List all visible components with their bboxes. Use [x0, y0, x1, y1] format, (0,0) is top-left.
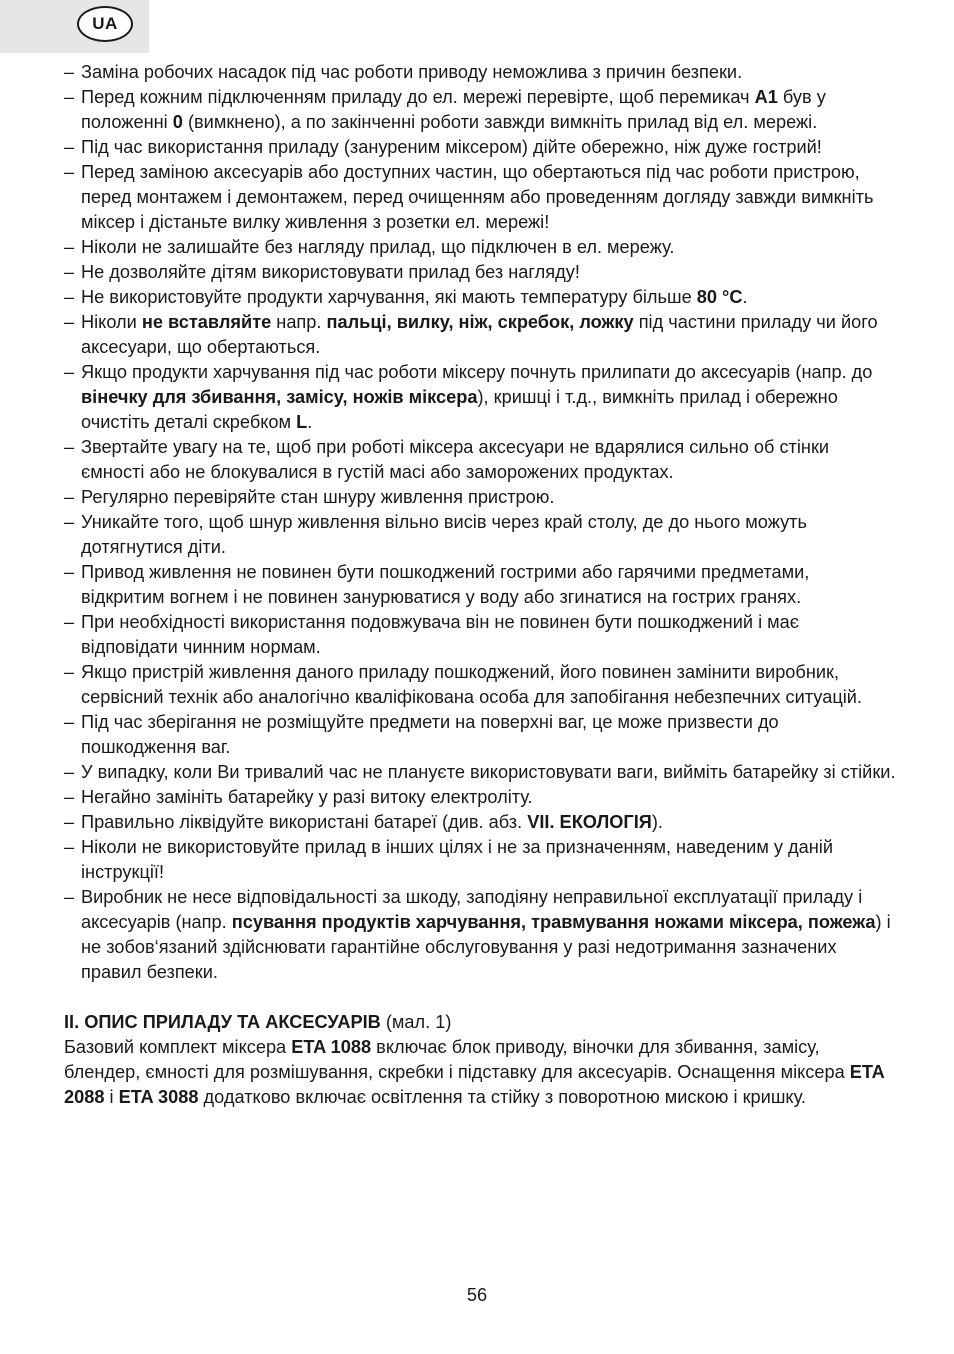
- list-item: [64, 785, 896, 810]
- text-run: Заміна робочих насадок під час роботи приводу неможлива з причин безпеки.: [81, 62, 743, 82]
- page-number: 56: [466, 1285, 488, 1305]
- list-item: [64, 360, 896, 435]
- text-run: напр.: [271, 312, 327, 332]
- dash-bullet: –: [64, 87, 75, 107]
- text-run: Під час зберігання не розміщуйте предмети на поверхні ваг, це може призвести до пошкодження ваг.: [81, 712, 779, 757]
- list-item: [64, 310, 896, 360]
- dash-bullet: –: [64, 712, 75, 732]
- list-item: [64, 810, 896, 835]
- list-item: [64, 835, 896, 885]
- emphasized-text: пальці, вилку, ніж, скребок, ложку: [326, 312, 634, 332]
- dash-bullet: –: [64, 487, 75, 507]
- list-item: [64, 485, 896, 510]
- text-run: (вимкнено), а по закінченні роботи завжди вимкніть прилад від ел. мережі.: [182, 112, 818, 132]
- list-item: [64, 260, 896, 285]
- dash-bullet: –: [64, 612, 75, 632]
- emphasized-text: ETA 3088: [118, 1087, 199, 1107]
- emphasized-text: не вставляйте: [141, 312, 272, 332]
- list-item: [64, 60, 896, 85]
- text-run: додатково включає освітлення та стійку з поворотною мискою і кришку.: [198, 1087, 806, 1107]
- emphasized-text: вінечку для збивання, замісу, ножів міксера: [81, 387, 478, 407]
- text-run: і: [104, 1087, 119, 1107]
- list-item: [64, 285, 896, 310]
- text-run: .: [742, 287, 748, 307]
- text-run: Базовий комплект міксера: [64, 1037, 292, 1057]
- text-run: Перед заміною аксесуарів або доступних частин, що обертаються під час роботи пристрою, перед монтажем і демонтажем, перед очищенням або проведенням догляду завжди вимкніть міксер і дістаньте вилку живлення з розетки ел. мережі!: [81, 162, 874, 232]
- list-item: [64, 435, 896, 485]
- dash-bullet: –: [64, 312, 75, 332]
- dash-bullet: –: [64, 887, 75, 907]
- text-run: включає блок приводу, віночки для збивання, замісу, блендер, ємності для розмішування, скребки і підставку для аксесуарів. Оснащення міксера: [64, 1037, 850, 1082]
- dash-bullet: –: [64, 662, 75, 682]
- text-run: ).: [651, 812, 663, 832]
- list-item: [64, 510, 896, 560]
- text-run: Негайно замініть батарейку у разі витоку електроліту.: [81, 787, 533, 807]
- dash-bullet: –: [64, 287, 75, 307]
- text-run: був у положенні: [81, 87, 826, 132]
- section-body: [64, 1035, 896, 1110]
- emphasized-text: A1: [754, 87, 778, 107]
- text-run: При необхідності використання подовжувача він не повинен бути пошкоджений і має відповідати чинним нормам.: [81, 612, 800, 657]
- dash-bullet: –: [64, 262, 75, 282]
- text-run: Не дозволяйте дітям використовувати прилад без нагляду!: [81, 262, 580, 282]
- emphasized-text: II. ОПИС ПРИЛАДУ ТА АКСЕСУАРІВ: [64, 1012, 381, 1032]
- emphasized-text: ETA 1088: [291, 1037, 372, 1057]
- emphasized-text: псування продуктів харчування, травмування ножами міксера, пожежа: [231, 912, 876, 932]
- text-run: ), кришці і т.д., вимкніть прилад і обережно очистіть деталі скребком: [81, 387, 838, 432]
- text-run: Під час використання приладу (зануреним міксером) дійте обережно, ніж дуже гострий!: [81, 137, 822, 157]
- dash-bullet: –: [64, 362, 75, 382]
- text-run: У випадку, коли Ви тривалий час не плануєте використовувати ваги, вийміть батарейку зі стійки.: [81, 762, 896, 782]
- text-run: Привод живлення не повинен бути пошкоджений гострими або гарячими предметами, відкритим вогнем і не повинен занурюватися у воду або згинатися на гострих гранях.: [81, 562, 810, 607]
- dash-bullet: –: [64, 787, 75, 807]
- text-run: Регулярно перевіряйте стан шнуру живлення пристрою.: [81, 487, 555, 507]
- text-run: Ніколи не використовуйте прилад в інших цілях і не за призначенням, наведеним у даній інструкції!: [81, 837, 833, 882]
- text-run: ) і не зобов‘язаний здійснювати гарантійне обслуговування у разі недотримання зазначених правил безпеки.: [81, 912, 891, 982]
- text-run: Якщо продукти харчування під час роботи міксеру почнуть прилипати до аксесуарів (напр. до: [81, 362, 873, 382]
- dash-bullet: –: [64, 237, 75, 257]
- section-title: [64, 1010, 896, 1035]
- text-run: Не використовуйте продукти харчування, які мають температуру більше: [81, 287, 697, 307]
- text-run: під частини приладу чи його аксесуари, що обертаються.: [81, 312, 878, 357]
- list-item: [64, 560, 896, 610]
- dash-bullet: –: [64, 812, 75, 832]
- list-item: [64, 760, 896, 785]
- list-item: [64, 135, 896, 160]
- language-tab: [0, 0, 149, 53]
- list-item: [64, 660, 896, 710]
- text-run: .: [307, 412, 313, 432]
- safety-instructions-list: [64, 60, 896, 985]
- emphasized-text: L: [296, 412, 308, 432]
- dash-bullet: –: [64, 162, 75, 182]
- emphasized-text: 80 °C: [696, 287, 743, 307]
- language-badge: UA: [77, 6, 133, 42]
- text-run: Ніколи не залишайте без нагляду прилад, що підключен в ел. мережу.: [81, 237, 675, 257]
- page-content: [64, 60, 896, 1110]
- emphasized-text: 0: [172, 112, 183, 132]
- dash-bullet: –: [64, 437, 75, 457]
- text-run: Звертайте увагу на те, щоб при роботі міксера аксесуари не вдарялися сильно об стінки ємності або не блокувалися в густій масі або заморожених продуктах.: [81, 437, 830, 482]
- dash-bullet: –: [64, 762, 75, 782]
- text-run: Ніколи: [81, 312, 142, 332]
- list-item: [64, 235, 896, 260]
- text-run: Уникайте того, щоб шнур живлення вільно висів через край столу, де до нього можуть дотягнутися діти.: [81, 512, 807, 557]
- dash-bullet: –: [64, 512, 75, 532]
- list-item: [64, 85, 896, 135]
- emphasized-text: ETA 2088: [64, 1062, 885, 1107]
- list-item: [64, 710, 896, 760]
- list-item: [64, 160, 896, 235]
- dash-bullet: –: [64, 137, 75, 157]
- dash-bullet: –: [64, 837, 75, 857]
- text-run: Перед кожним підключенням приладу до ел. мережі перевірте, щоб перемикач: [81, 87, 755, 107]
- list-item: [64, 610, 896, 660]
- list-item: [64, 885, 896, 985]
- text-run: Правильно ліквідуйте використані батареї (див. абз.: [81, 812, 528, 832]
- dash-bullet: –: [64, 62, 75, 82]
- text-run: (мал. 1): [380, 1012, 452, 1032]
- emphasized-text: VII. ЕКОЛОГІЯ: [527, 812, 652, 832]
- dash-bullet: –: [64, 562, 75, 582]
- text-run: Якщо пристрій живлення даного приладу пошкоджений, його повинен замінити виробник, сервісний технік або аналогічно кваліфікована особа для запобігання небезпечних ситуацій.: [81, 662, 862, 707]
- text-run: Виробник не несе відповідальності за шкоду, заподіяну неправильної експлуатації приладу і аксесуарів (напр.: [81, 887, 863, 932]
